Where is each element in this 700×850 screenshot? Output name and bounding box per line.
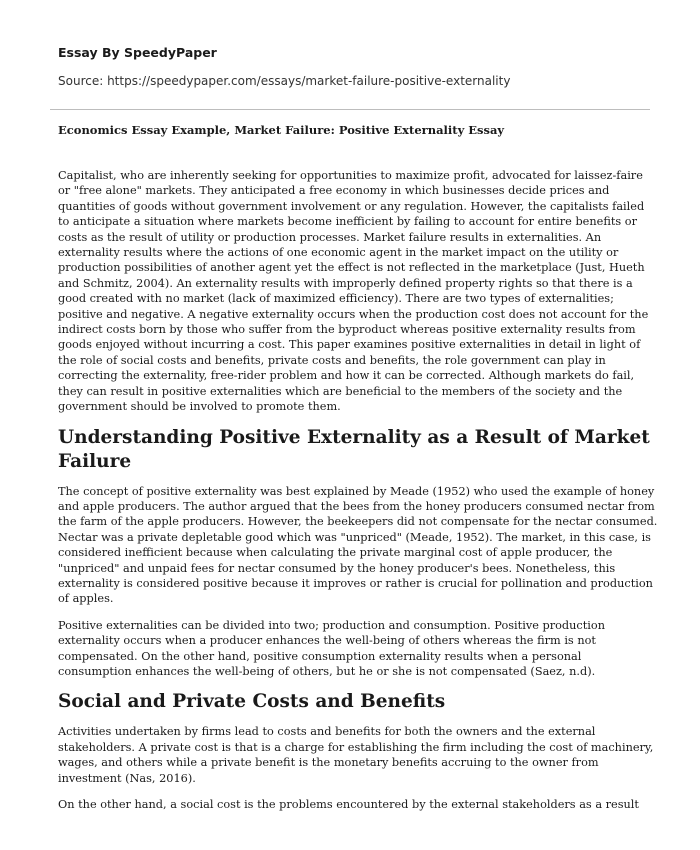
section-heading-costs: Social and Private Costs and Benefits — [58, 691, 446, 713]
paragraph-social-costs: On the other hand, a social cost is the problems encountered by the external stakeholders as a result — [58, 798, 639, 811]
document-title: Economics Essay Example, Market Failure: Positive Externality Essay — [58, 123, 505, 137]
paragraph-intro: Capitalist, who are inherently seeking for opportunities to maximize profit, advocated for laissez-faire or "free alone" markets. They anticipated a free economy in which businesses decide prices and quantities of goods without government involvement or any regulation. However, the capitalists failed to anticipate a situation where markets become inefficient by failing to account for entire benefits or costs as the result of utility or production processes. Market failure results in externalities. An externality results where the actions of one economic agent in the market impact on the utility or production possibilities of another agent yet the effect is not reflected in the marketplace (Just, Hueth and Schmitz, 2004). An externality results with improperly defined property rights so that there is a good created with no market (lack of maximized efficiency). There are two types of externalities; positive and negative. A negative externality occurs when the production cost does not account for the indirect costs born by those who suffer from the byproduct whereas positive externality results from goods enjoyed without incurring a cost. This paper examines positive externalities in detail in light of the role of social costs and benefits, private costs and benefits, the role government can play in correcting the externality, free-rider problem and how it can be corrected. Although markets do fail, they can result in positive externalities which are beneficial to the members of the society and the government should be involved to promote them. — [58, 169, 649, 414]
paragraph-private-costs: Activities undertaken by firms lead to costs and benefits for both the owners and the external stakeholders. A private cost is that is a charge for establishing the firm including the cost of machinery, wages, and others while a private benefit is the monetary benefits accruing to the owner from investment (Nas, 2016). — [58, 725, 654, 785]
brand-title: Essay By SpeedyPaper — [58, 45, 217, 60]
source-line: Source: https://speedypaper.com/essays/market-failure-positive-externality — [58, 74, 511, 88]
paragraph-meade: The concept of positive externality was best explained by Meade (1952) who used the example of honey and apple producers. The author argued that the bees from the honey producers consumed nectar from the farm of the apple producers. However, the beekeepers did not compensate for the nectar consumed. Nectar was a private depletable good which was "unpriced" (Meade, 1952). The market, in this case, is considered inefficient because when calculating the private marginal cost of apple producer, the "unpriced" and unpaid fees for nectar consumed by the honey producer's bees. Nonetheless, this externality is considered positive because it improves or rather is crucial for pollination and production of apples. — [58, 484, 658, 606]
paragraph-types: Positive externalities can be divided into two; production and consumption. Positive production externality occurs when a producer enhances the well-being of others whereas the firm is not compensated. On the other hand, positive consumption externality results when a personal consumption enhances the well-being of others, but he or she is not compensated (Saez, n.d). — [58, 618, 605, 678]
header-divider — [50, 109, 650, 110]
essay-body — [58, 168, 658, 823]
section-heading-understanding: Understanding Positive Externality as a Result of Market Failure — [58, 426, 650, 472]
